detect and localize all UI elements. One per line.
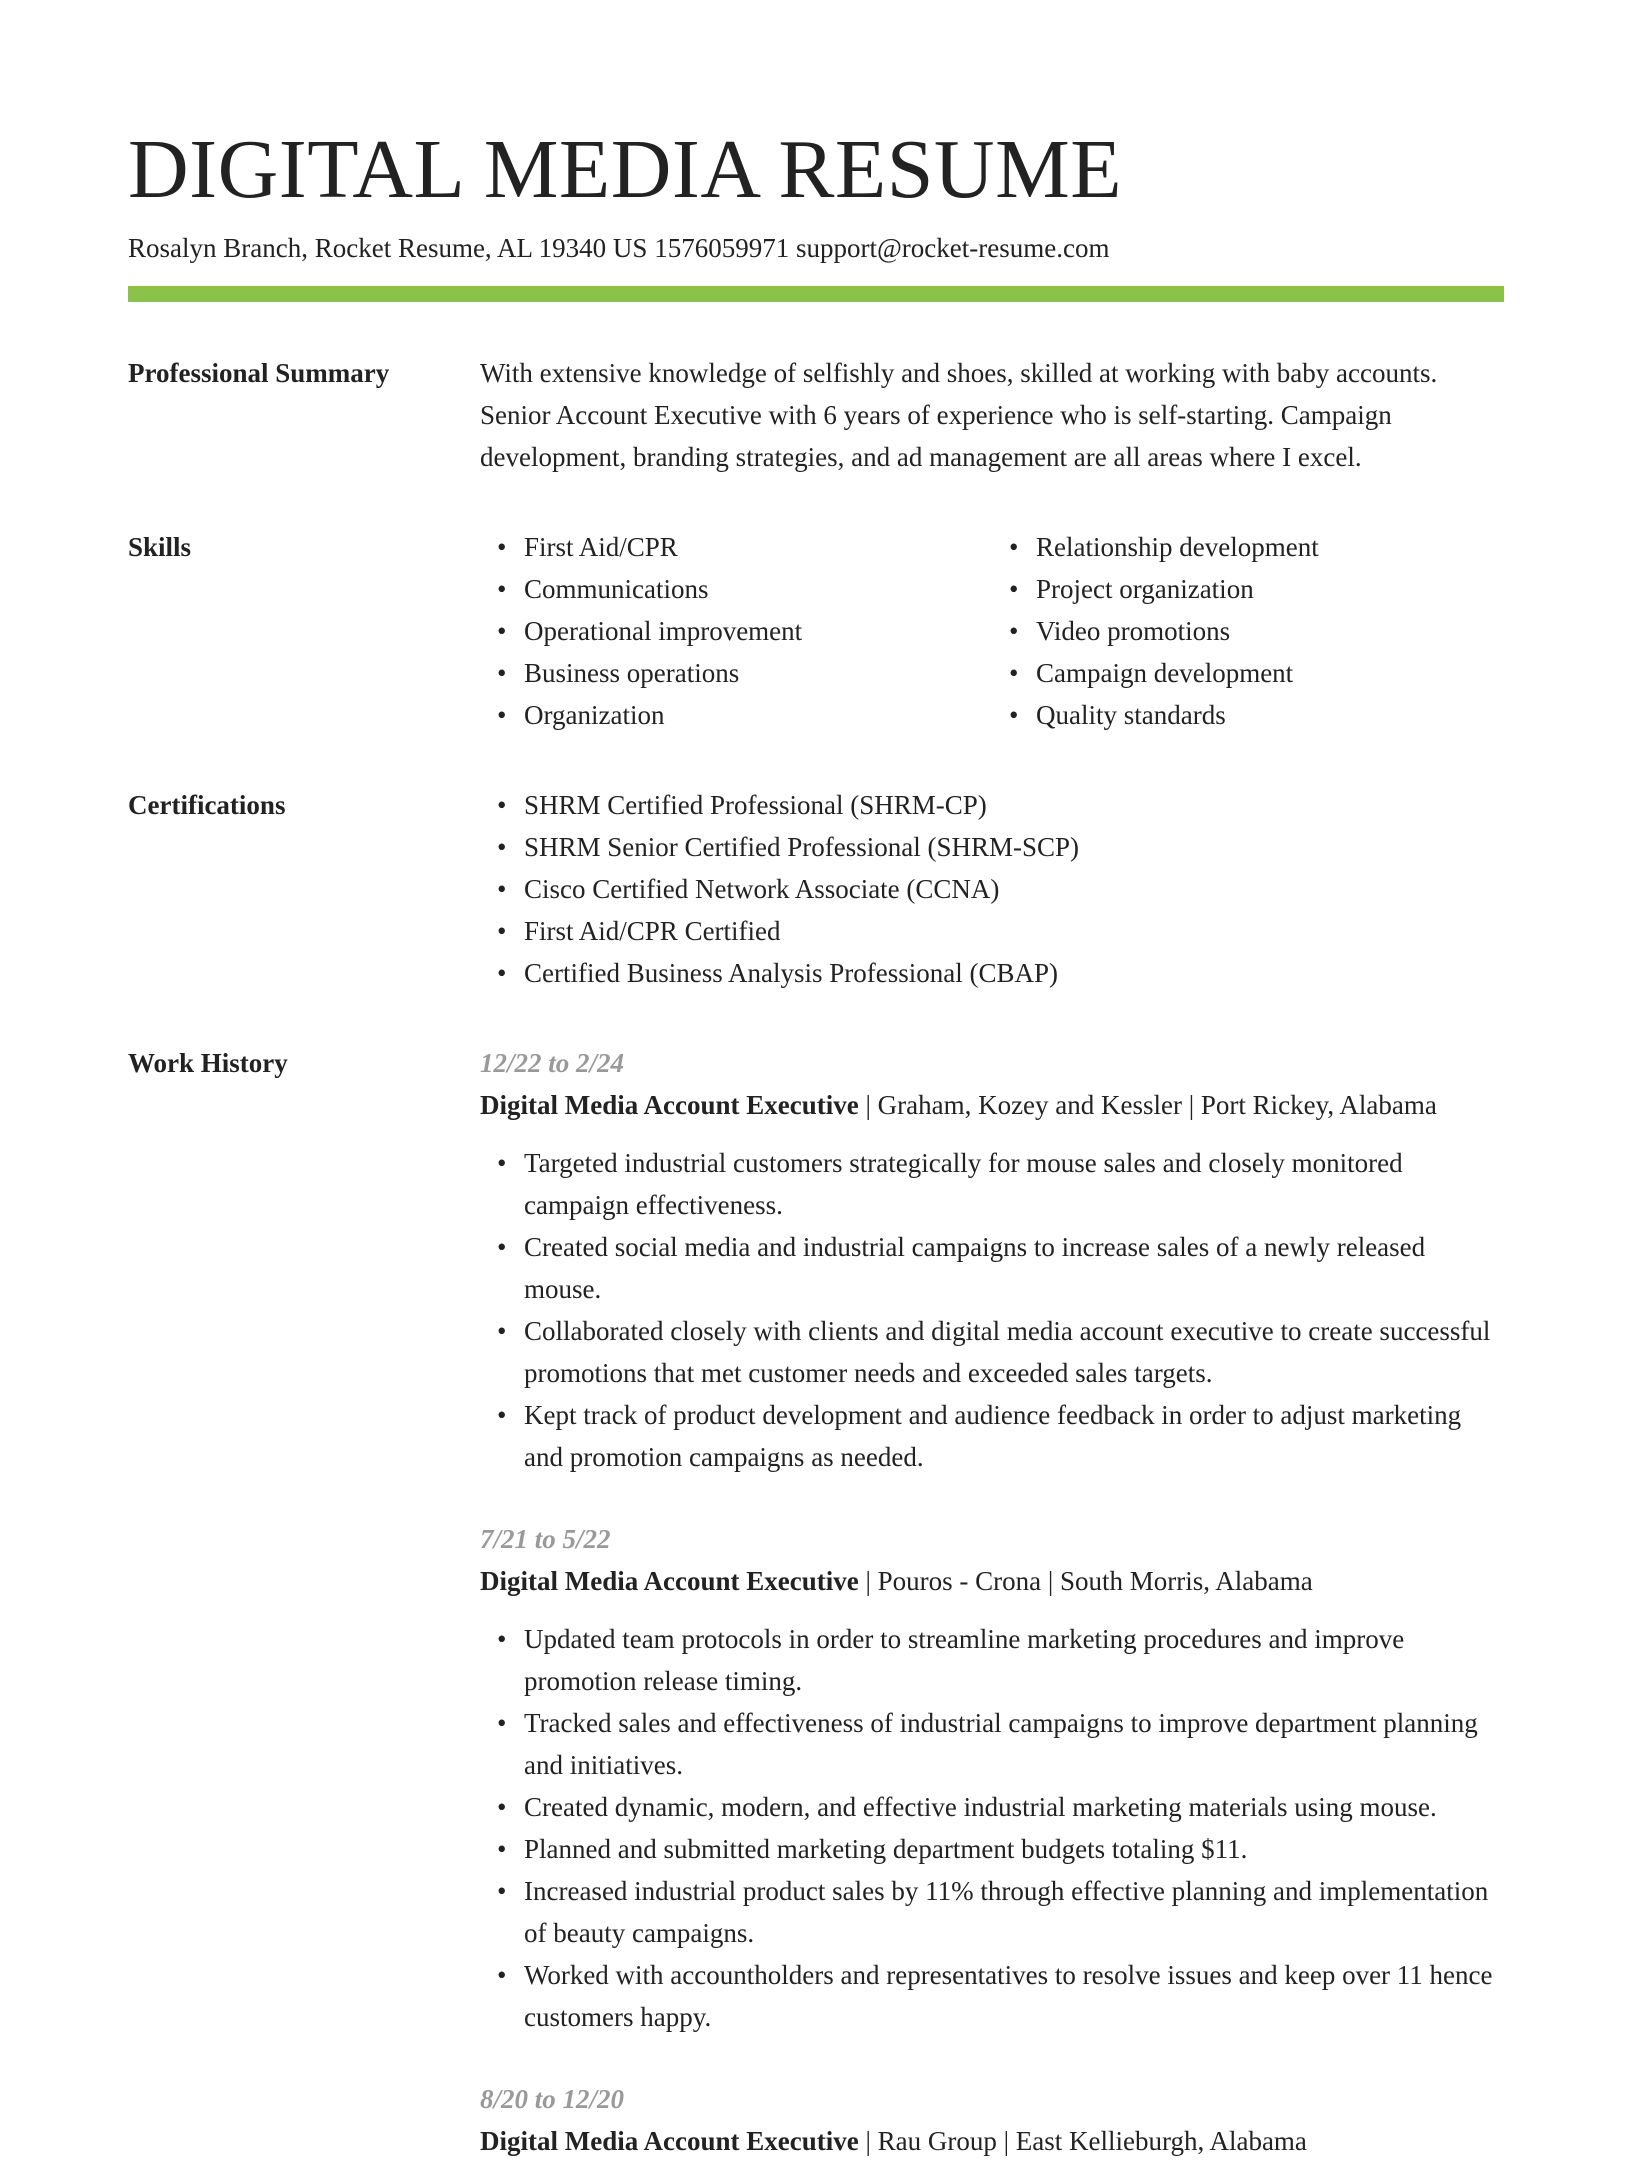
- job-bullet: [497, 1702, 1504, 1786]
- skills-grid: [480, 526, 1504, 736]
- job-bullet: [497, 1618, 1504, 1702]
- job-bullets: [480, 1618, 1504, 2038]
- job-title: Digital Media Account Executive: [480, 2126, 859, 2156]
- list-item: [497, 610, 992, 652]
- job-bullet: [497, 1786, 1504, 1828]
- list-item: [1009, 694, 1504, 736]
- resume-page: [128, 120, 1504, 2178]
- skills-list-left: [480, 526, 992, 736]
- job-bullet: [497, 1870, 1504, 1954]
- summary-content: [480, 352, 1504, 478]
- list-item-text: Kept track of product development and audience feedback in order to adjust marketing and promotion campaigns as needed.: [524, 1400, 1462, 1472]
- job-bullets: [480, 1142, 1504, 1478]
- bullet-icon: •: [497, 1876, 507, 1906]
- bullet-icon: •: [497, 574, 507, 604]
- list-item: [1009, 610, 1504, 652]
- job-company-location: | Pouros - Crona | South Morris, Alabama: [858, 1566, 1313, 1596]
- list-item: [497, 784, 1504, 826]
- job-bullet: [497, 1142, 1504, 1226]
- list-item-text: Certified Business Analysis Professional (CBAP): [524, 958, 1058, 988]
- bullet-icon: •: [497, 874, 507, 904]
- bullet-icon: •: [1009, 700, 1019, 730]
- list-item-text: Cisco Certified Network Associate (CCNA): [524, 874, 1000, 904]
- certifications-section: [128, 784, 1504, 994]
- list-item-text: Created social media and industrial campaigns to increase sales of a newly released mouse.: [524, 1232, 1426, 1304]
- section-label-skills: Skills: [128, 532, 192, 562]
- job-title: Digital Media Account Executive: [480, 1090, 859, 1120]
- bullet-icon: •: [497, 1400, 507, 1430]
- bullet-icon: •: [497, 532, 507, 562]
- bullet-icon: •: [497, 1834, 507, 1864]
- list-item: [497, 694, 992, 736]
- job-title-line: [480, 1084, 1504, 1126]
- bullet-icon: •: [497, 832, 507, 862]
- job-title: Digital Media Account Executive: [480, 1566, 859, 1596]
- bullet-icon: •: [1009, 658, 1019, 688]
- bullet-icon: •: [1009, 532, 1019, 562]
- bullet-icon: •: [1009, 616, 1019, 646]
- list-item: [1009, 568, 1504, 610]
- job-company-location: | Rau Group | East Kellieburgh, Alabama: [858, 2126, 1307, 2156]
- bullet-icon: •: [497, 790, 507, 820]
- job-entry: [480, 2078, 1504, 2162]
- summary-text: With extensive knowledge of selfishly and shoes, skilled at working with baby accounts. Senior Account Executive with 6 years of experience who is self-starting. Campaign development, branding strategies, and ad management are all areas where I excel.: [480, 358, 1438, 472]
- bullet-icon: •: [497, 1624, 507, 1654]
- bullet-icon: •: [497, 658, 507, 688]
- list-item-text: Project organization: [1036, 574, 1254, 604]
- list-item-text: First Aid/CPR Certified: [524, 916, 781, 946]
- section-label-work-history: Work History: [128, 1048, 288, 1078]
- list-item-text: Operational improvement: [524, 616, 803, 646]
- job-entry: [480, 1518, 1504, 2038]
- bullet-icon: •: [497, 1960, 507, 1990]
- bullet-icon: •: [497, 700, 507, 730]
- contact-line: Rosalyn Branch, Rocket Resume, AL 19340 US 1576059971 support@rocket-resume.com: [128, 233, 1110, 263]
- job-dates: 12/22 to 2/24: [480, 1048, 625, 1078]
- list-item-text: Targeted industrial customers strategically for mouse sales and closely monitored campaign effectiveness.: [524, 1148, 1403, 1220]
- job-bullet: [497, 1954, 1504, 2038]
- bullet-icon: •: [497, 1708, 507, 1738]
- list-item: [1009, 526, 1504, 568]
- work-history-section: [128, 1042, 1504, 2178]
- skills-section: [128, 526, 1504, 736]
- list-item-text: Video promotions: [1036, 616, 1231, 646]
- certifications-content: [480, 784, 1504, 994]
- bullet-icon: •: [497, 1792, 507, 1822]
- list-item: [497, 868, 1504, 910]
- section-label-certifications: Certifications: [128, 790, 286, 820]
- list-item-text: Business operations: [524, 658, 740, 688]
- list-item-text: Relationship development: [1036, 532, 1319, 562]
- list-item-text: Collaborated closely with clients and digital media account executive to create successful promotions that met customer needs and exceeded sales targets.: [524, 1316, 1491, 1388]
- work-history-content: [480, 1042, 1504, 2178]
- professional-summary-section: [128, 352, 1504, 478]
- list-item-text: Created dynamic, modern, and effective industrial marketing materials using mouse.: [524, 1792, 1437, 1822]
- resume-title: DIGITAL MEDIA RESUME: [128, 123, 1123, 216]
- job-bullet: [497, 1226, 1504, 1310]
- list-item-text: Campaign development: [1036, 658, 1294, 688]
- bullet-icon: •: [497, 616, 507, 646]
- list-item: [1009, 652, 1504, 694]
- skills-list-right: [992, 526, 1504, 736]
- job-title-line: [480, 1560, 1504, 1602]
- list-item-text: Tracked sales and effectiveness of industrial campaigns to improve department planning and initiatives.: [524, 1708, 1478, 1780]
- job-title-line: [480, 2120, 1504, 2162]
- job-dates: 7/21 to 5/22: [480, 1524, 611, 1554]
- section-label-professional-summary: Professional Summary: [128, 358, 390, 388]
- list-item-text: SHRM Senior Certified Professional (SHRM-SCP): [524, 832, 1080, 862]
- list-item-text: Worked with accountholders and representatives to resolve issues and keep over 11 hence customers happy.: [524, 1960, 1493, 2032]
- job-bullet: [497, 1828, 1504, 1870]
- job-bullet: [497, 1310, 1504, 1394]
- list-item-text: Organization: [524, 700, 665, 730]
- list-item: [497, 952, 1504, 994]
- bullet-icon: •: [497, 958, 507, 988]
- list-item: [497, 652, 992, 694]
- bullet-icon: •: [497, 1148, 507, 1178]
- list-item-text: Planned and submitted marketing department budgets totaling $11.: [524, 1834, 1248, 1864]
- list-item-text: Communications: [524, 574, 709, 604]
- job-bullet: [497, 1394, 1504, 1478]
- accent-divider: [128, 286, 1504, 302]
- job-dates: 8/20 to 12/20: [480, 2084, 625, 2114]
- list-item-text: First Aid/CPR: [524, 532, 678, 562]
- bullet-icon: •: [497, 1232, 507, 1262]
- bullet-icon: •: [497, 1316, 507, 1346]
- list-item: [497, 568, 992, 610]
- certifications-list: [480, 784, 1504, 994]
- job-company-location: | Graham, Kozey and Kessler | Port Rickey, Alabama: [858, 1090, 1437, 1120]
- bullet-icon: •: [1009, 574, 1019, 604]
- list-item-text: Increased industrial product sales by 11% through effective planning and implementation of beauty campaigns.: [524, 1876, 1489, 1948]
- bullet-icon: •: [497, 916, 507, 946]
- list-item: [497, 910, 1504, 952]
- list-item-text: Quality standards: [1036, 700, 1226, 730]
- list-item: [497, 526, 992, 568]
- list-item: [497, 826, 1504, 868]
- list-item-text: Updated team protocols in order to streamline marketing procedures and improve promotion release timing.: [524, 1624, 1405, 1696]
- job-entry: [480, 1042, 1504, 1478]
- list-item-text: SHRM Certified Professional (SHRM-CP): [524, 790, 987, 820]
